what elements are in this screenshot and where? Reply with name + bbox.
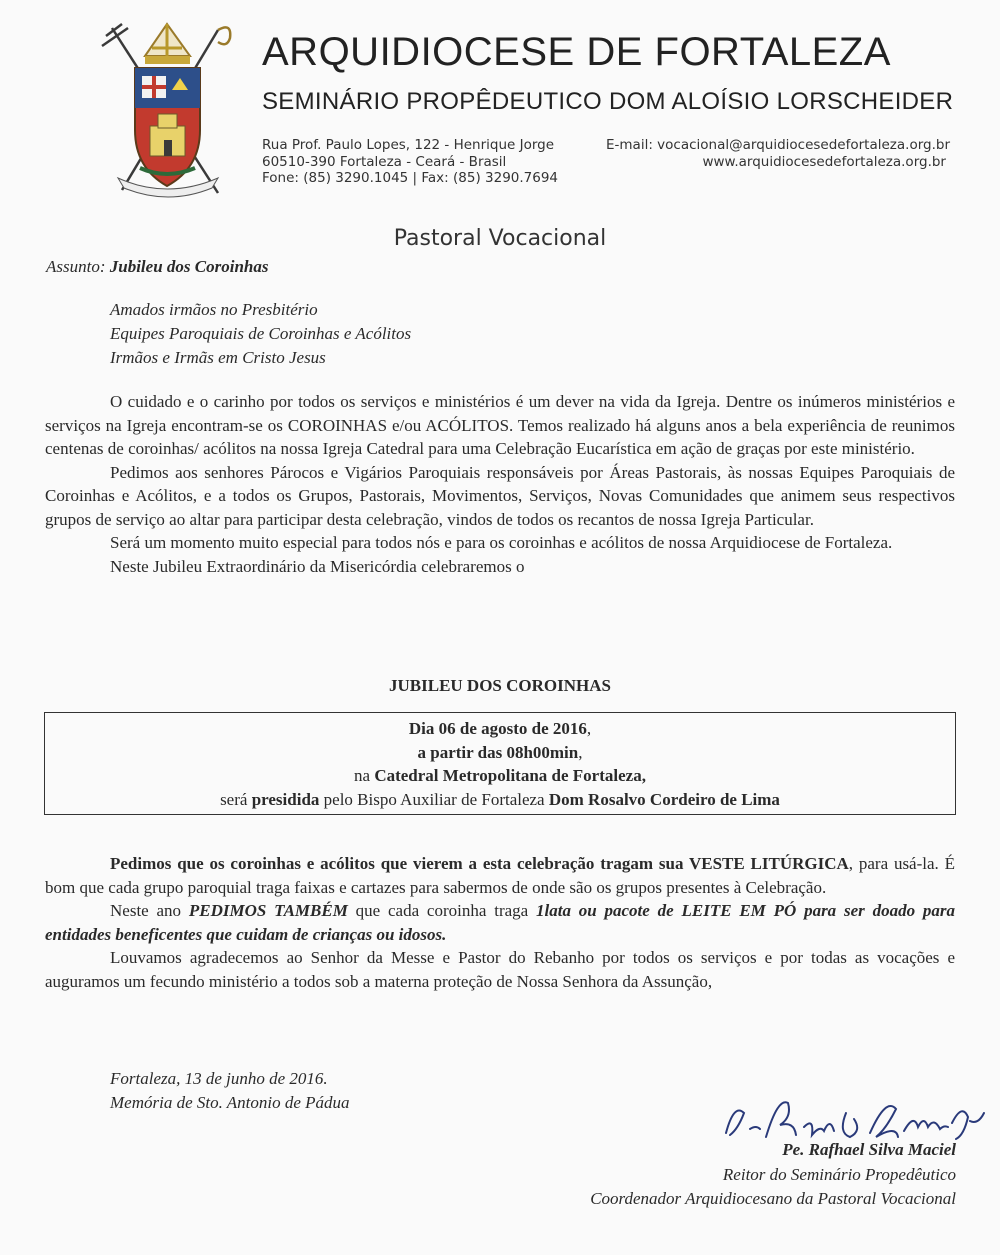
event-date: Dia 06 de agosto de 2016, <box>408 719 592 738</box>
event-presider: será presidida pelo Bispo Auxiliar de Fortaleza Dom Rosalvo Cordeiro de Lima <box>220 789 780 809</box>
header-subtitle: SEMINÁRIO PROPÊDEUTICO DOM ALOÍSIO LORSCHEIDER <box>262 88 954 115</box>
paragraph: Pedimos aos senhores Párocos e Vigários Paroquiais responsáveis por Áreas Pastorais, às nossas Equipes Paroquiais de Coroinhas e Acólitos, e a todos os Grupos, Pastorais, Movimentos, Serviços, Novas Comunidades que animem seus respectivos grupos de serviço ao altar para participar desta celebração, vindos de todos os recantos de nossa Igreja Particular. <box>45 462 955 529</box>
subject-label: Assunto: <box>46 257 106 276</box>
paragraph: Pedimos que os coroinhas e acólitos que vierem a esta celebração tragam sua VESTE LITÚRGICA, para usá-la. É bom que cada grupo paroquial traga faixas e cartazes para sabermos de onde são os grupos presentes à Celebração. <box>45 854 955 897</box>
event-details-box <box>44 712 956 815</box>
paragraph: Será um momento muito especial para todos nós e para os coroinhas e acólitos de nossa Arquidiocese de Fortaleza. <box>110 533 893 552</box>
place-date: Fortaleza, 13 de junho de 2016. <box>110 1069 328 1088</box>
event-time: a partir das 08h00min, <box>417 742 583 762</box>
address-line-2: 60510-390 Fortaleza - Ceará - Brasil <box>262 153 507 170</box>
signer-role: Reitor do Seminário Propedêutico <box>722 1164 956 1184</box>
closing-block <box>110 1067 350 1114</box>
paragraph: Neste Jubileu Extraordinário da Misericórdia celebraremos o <box>110 556 525 576</box>
archdiocese-coat-of-arms <box>100 18 235 203</box>
paragraph: Neste ano PEDIMOS TAMBÉM que cada coroinha traga 1lata ou pacote de LEITE EM PÓ para ser doado para entidades beneficentes que cuidam de crianças ou idosos. <box>45 901 955 944</box>
letter-body-requests <box>45 852 955 993</box>
signer-role: Coordenador Arquidiocesano da Pastoral Vocacional <box>590 1189 956 1208</box>
contact-online <box>606 137 950 170</box>
header-title: ARQUIDIOCESE DE FORTALEZA <box>262 30 891 74</box>
event-place: na Catedral Metropolitana de Fortaleza, <box>354 766 646 785</box>
subject-value: Jubileu dos Coroinhas <box>109 257 269 276</box>
event-title: JUBILEU DOS COROINHAS <box>389 676 611 695</box>
email-line: E-mail: vocacional@arquidiocesedefortaleza.org.br <box>606 137 950 153</box>
address-line-1: Rua Prof. Paulo Lopes, 122 - Henrique Jorge <box>262 137 555 153</box>
letter-body-intro <box>45 390 955 578</box>
signer-block <box>560 1138 956 1212</box>
greeting-line: Irmãos e Irmãs em Cristo Jesus <box>110 348 326 367</box>
memorial-line: Memória de Sto. Antonio de Pádua <box>110 1092 350 1112</box>
phone-line: Fone: (85) 3290.1045 | Fax: (85) 3290.7694 <box>262 170 559 186</box>
subject-line <box>46 257 268 277</box>
paragraph: O cuidado e o carinho por todos os serviços e ministérios é um dever na vida da Igreja. Dentre os inúmeros ministérios e serviços na Igreja encontram-se os COROINHAS e/ou ACÓLITOS. Temos realizado há alguns anos a bela experiência de reunimos centenas de coroinhas/ acólitos na nossa Igreja Catedral para uma Celebração Eucarística em ação de graças por este ministério. <box>45 392 955 458</box>
greeting-line: Amados irmãos no Presbitério <box>110 300 318 319</box>
document-title: Pastoral Vocacional <box>393 226 607 251</box>
contact-address <box>262 137 558 187</box>
website-link[interactable]: www.arquidiocesedefortaleza.org.br <box>702 153 946 170</box>
signer-name: Pe. Rafhael Silva Maciel <box>782 1140 956 1159</box>
paragraph: Louvamos agradecemos ao Senhor da Messe e Pastor do Rebanho por todos os serviços e por todas as vocações e auguramos um fecundo ministério a todos sob a materna proteção de Nossa Senhora da Assunção, <box>45 948 955 991</box>
greeting-block <box>110 298 411 370</box>
greeting-line: Equipes Paroquiais de Coroinhas e Acólitos <box>110 324 412 343</box>
